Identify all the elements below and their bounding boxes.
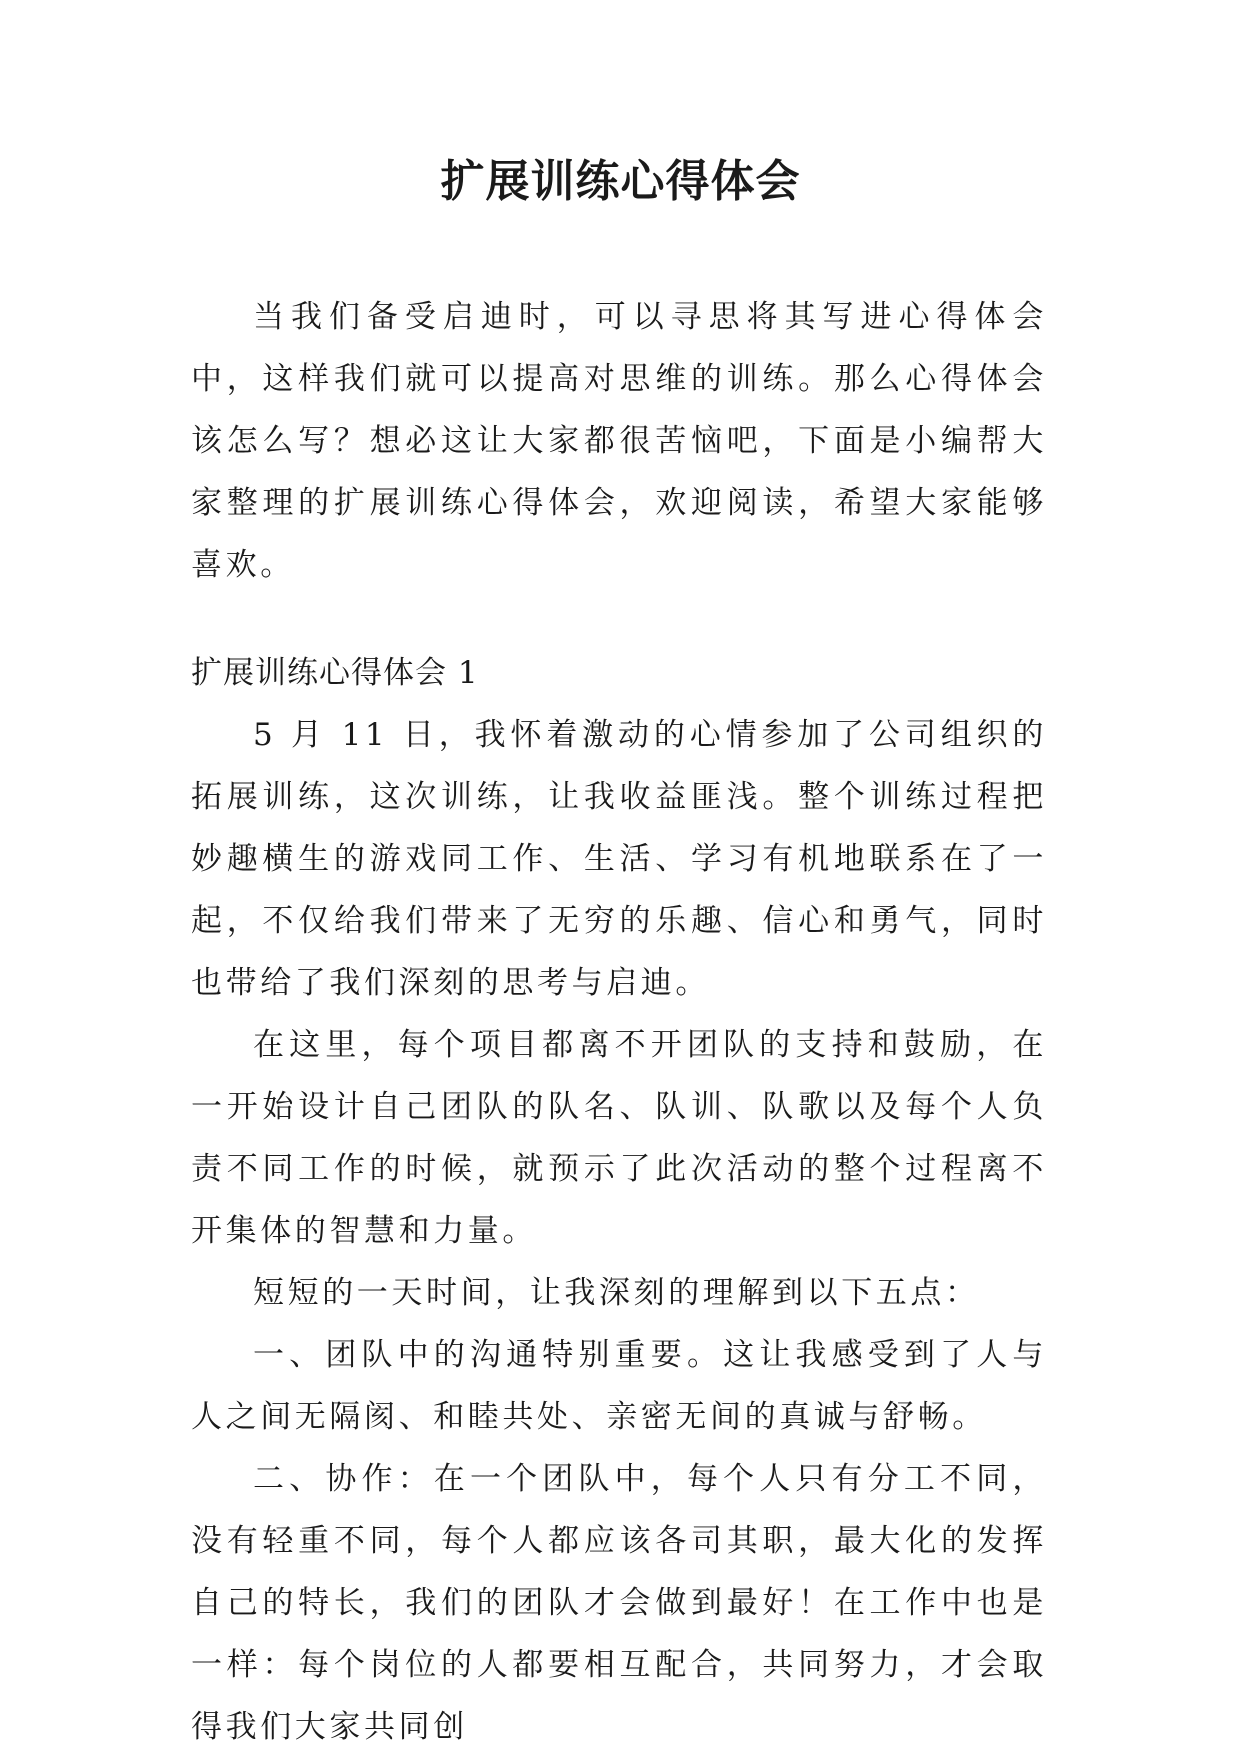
body-paragraph: 二、协作：在一个团队中，每个人只有分工不同，没有轻重不同，每个人都应该各司其职，最大化的发挥自己的特长，我们的团队才会做到最好！在工作中也是一样：每个岗位的人都要相互配合，共同努力，才会取得我们大家共同创 — [191, 1461, 1047, 1745]
document-body — [191, 286, 1047, 1758]
body-paragraph: 5 月 11 日，我怀着激动的心情参加了公司组织的拓展训练，这次训练，让我收益匪浅。整个训练过程把妙趣横生的游戏同工作、生活、学习有机地联系在了一起，不仅给我们带来了无穷的乐趣、信心和勇气，同时也带给了我们深刻的思考与启迪。 — [191, 717, 1047, 1001]
section-heading: 扩展训练心得体会 1 — [191, 655, 479, 691]
body-paragraph: 短短的一天时间，让我深刻的理解到以下五点： — [253, 1275, 980, 1311]
body-paragraph: 一、团队中的沟通特别重要。这让我感受到了人与人之间无隔阂、和睦共处、亲密无间的真诚与舒畅。 — [191, 1337, 1047, 1435]
document-title: 扩展训练心得体会 — [440, 156, 801, 207]
body-paragraph: 在这里，每个项目都离不开团队的支持和鼓励，在一开始设计自己团队的队名、队训、队歌以及每个人负责不同工作的时候，就预示了此次活动的整个过程离不开集体的智慧和力量。 — [191, 1027, 1047, 1249]
intro-paragraph: 当我们备受启迪时，可以寻思将其写进心得体会中，这样我们就可以提高对思维的训练。那么心得体会该怎么写？想必这让大家都很苦恼吧，下面是小编帮大家整理的扩展训练心得体会，欢迎阅读，希望大家能够喜欢。 — [191, 299, 1047, 583]
